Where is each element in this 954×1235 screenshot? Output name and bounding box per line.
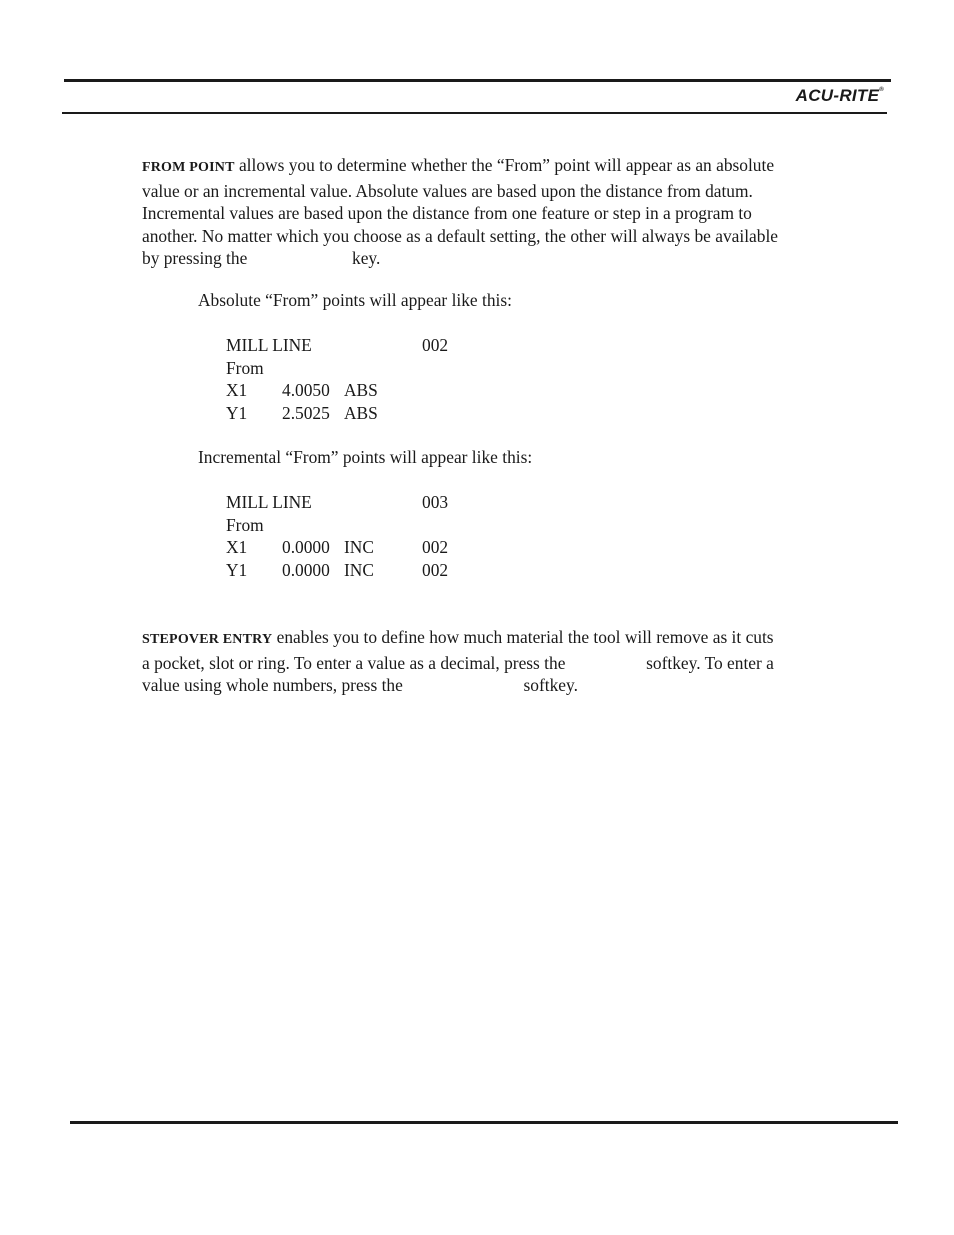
- from-point-line-4: another. No matter which you choose as a default setting, the other will always be available: [142, 225, 779, 246]
- display-step: 003: [422, 492, 449, 512]
- stepover-line-3a: value using whole numbers, press the: [142, 675, 408, 695]
- display-label: From: [226, 357, 264, 378]
- axis-label: Y1: [226, 402, 248, 423]
- axis-mode: INC: [344, 537, 374, 557]
- axis-label: Y1: [226, 559, 248, 580]
- header-rule-top: [64, 79, 891, 82]
- axis-label: X1: [226, 537, 248, 557]
- axis-value: 0.0000: [282, 537, 330, 557]
- absolute-intro: Absolute “From” points will appear like this:: [198, 290, 512, 310]
- axis-value: 0.0000: [282, 559, 330, 580]
- stepover-line-2b: softkey. To enter a: [641, 652, 774, 673]
- from-point-line-3: Incremental values are based upon the distance from one feature or step in a program to: [142, 203, 752, 223]
- incremental-intro: Incremental “From” points will appear like this:: [198, 447, 533, 467]
- display-label: From: [226, 514, 264, 535]
- display-title: MILL LINE: [226, 335, 312, 355]
- registered-mark: ®: [879, 87, 884, 93]
- axis-value: 4.0050: [282, 380, 330, 400]
- display-step: 002: [422, 335, 449, 355]
- display-title: MILL LINE: [226, 492, 312, 512]
- axis-label: X1: [226, 380, 248, 400]
- stepover-line-3b: softkey.: [519, 675, 578, 695]
- axis-value: 2.5025: [282, 402, 330, 423]
- axis-ref-step: 002: [422, 559, 449, 580]
- axis-mode: ABS: [344, 402, 378, 423]
- axis-ref-step: 002: [422, 537, 449, 557]
- from-point-line-1: allows you to determine whether the “From” point will appear as an absolute: [234, 155, 775, 175]
- stepover-term: STEPOVER ENTRY: [142, 632, 273, 647]
- footer-rule: [70, 1121, 898, 1124]
- from-point-paragraph: [142, 154, 842, 270]
- from-point-line-2: value or an incremental value. Absolute values are based upon the distance from datum.: [142, 180, 753, 201]
- from-point-line-5a: by pressing the: [142, 248, 252, 268]
- axis-mode: INC: [344, 559, 374, 580]
- from-point-term: FROM POINT: [142, 160, 235, 175]
- stepover-line-1: enables you to define how much material the tool will remove as it cuts: [272, 627, 774, 647]
- from-point-line-5b: key.: [347, 248, 381, 268]
- stepover-line-2a: a pocket, slot or ring. To enter a value as a decimal, press the: [142, 652, 570, 673]
- stepover-paragraph: [142, 626, 842, 697]
- logo-text: ACU-RITE: [795, 86, 880, 105]
- header-rule-bottom: [62, 112, 887, 114]
- acu-rite-logo: [796, 86, 884, 106]
- axis-mode: ABS: [344, 380, 378, 400]
